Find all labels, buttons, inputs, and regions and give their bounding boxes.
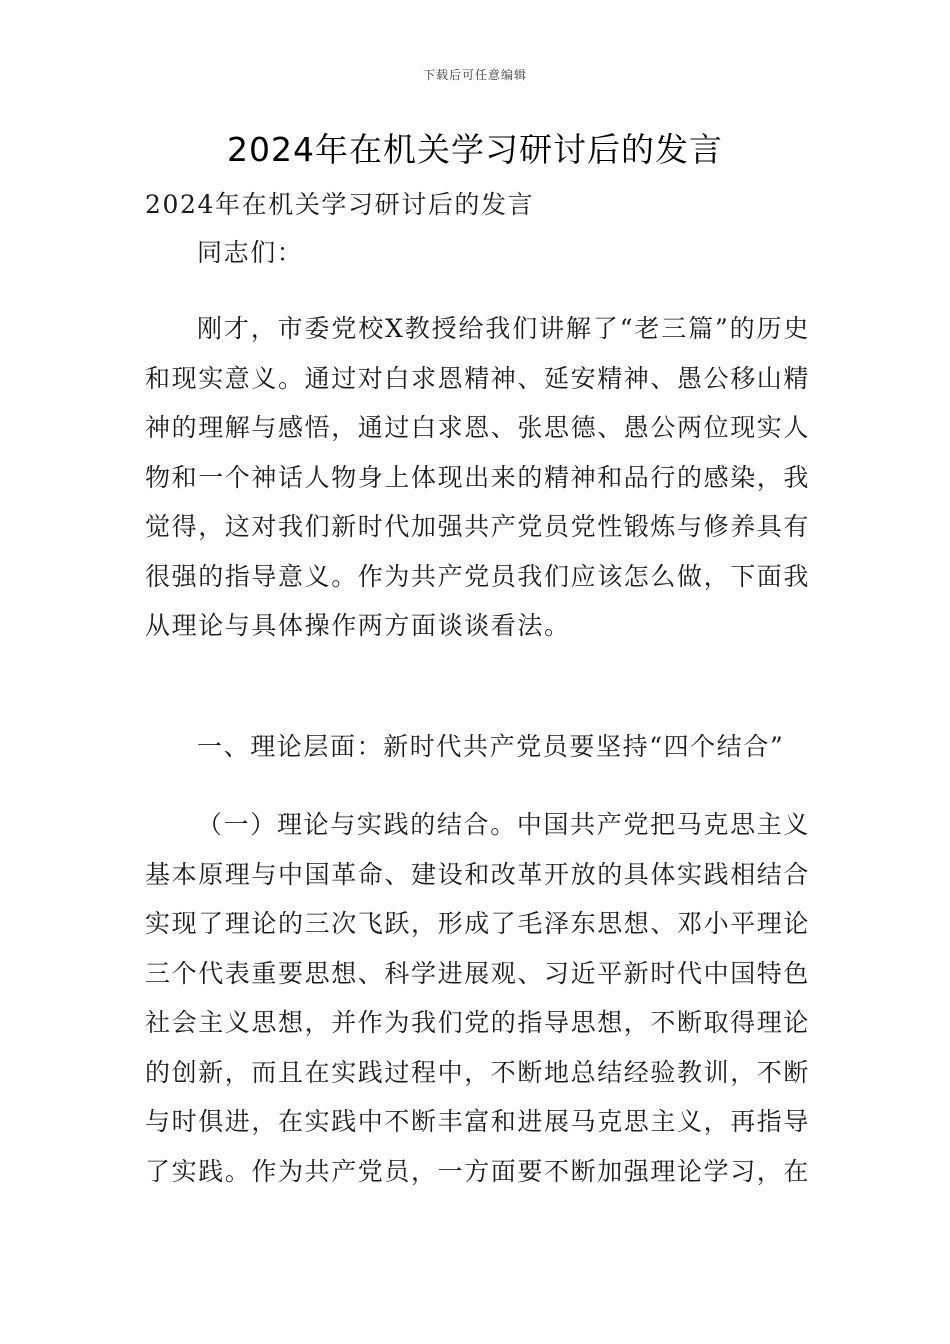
paragraph-2: （一）理论与实践的结合。中国共产党把马克思主义基本原理与中国革命、建设和改革开放的具体实践相结合实现了理论的三次飞跃，形成了毛泽东思想、邓小平理论三个代表重要思想、科学进展观、习近平新时代中国特色社会主义思想，并作为我们党的指导思想，不断取得理论的创新，而且在实践过程中，不断地总结经验教训，不断与时俱进，在实践中不断丰富和进展马克思主义，再指导了实践。作为共产党员，一方面要不断加强理论学习，在 xyxy=(145,810,811,1186)
greeting: 同志们： xyxy=(197,238,304,267)
document-subtitle: 2024年在机关学习研讨后的发言 xyxy=(145,190,535,219)
header-note: 下载后可任意编辑 xyxy=(422,68,527,82)
paragraph-1: 刚才，市委党校X教授给我们讲解了“老三篇”的历史和现实意义。通过对白求恩精神、延安精神、愚公移山精神的理解与感悟，通过白求恩、张思德、愚公两位现实人物和一个神话人物身上体现出来的精神和品行的感染，我觉得，这对我们新时代加强共产党员党性锻炼与修养具有很强的指导意义。作为共产党员我们应该怎么做，下面我从理论与具体操作两方面谈谈看法。 xyxy=(145,314,811,640)
section-heading: 一、理论层面：新时代共产党员要坚持“四个结合” xyxy=(197,732,785,761)
document-title: 2024年在机关学习研讨后的发言 xyxy=(227,130,723,169)
